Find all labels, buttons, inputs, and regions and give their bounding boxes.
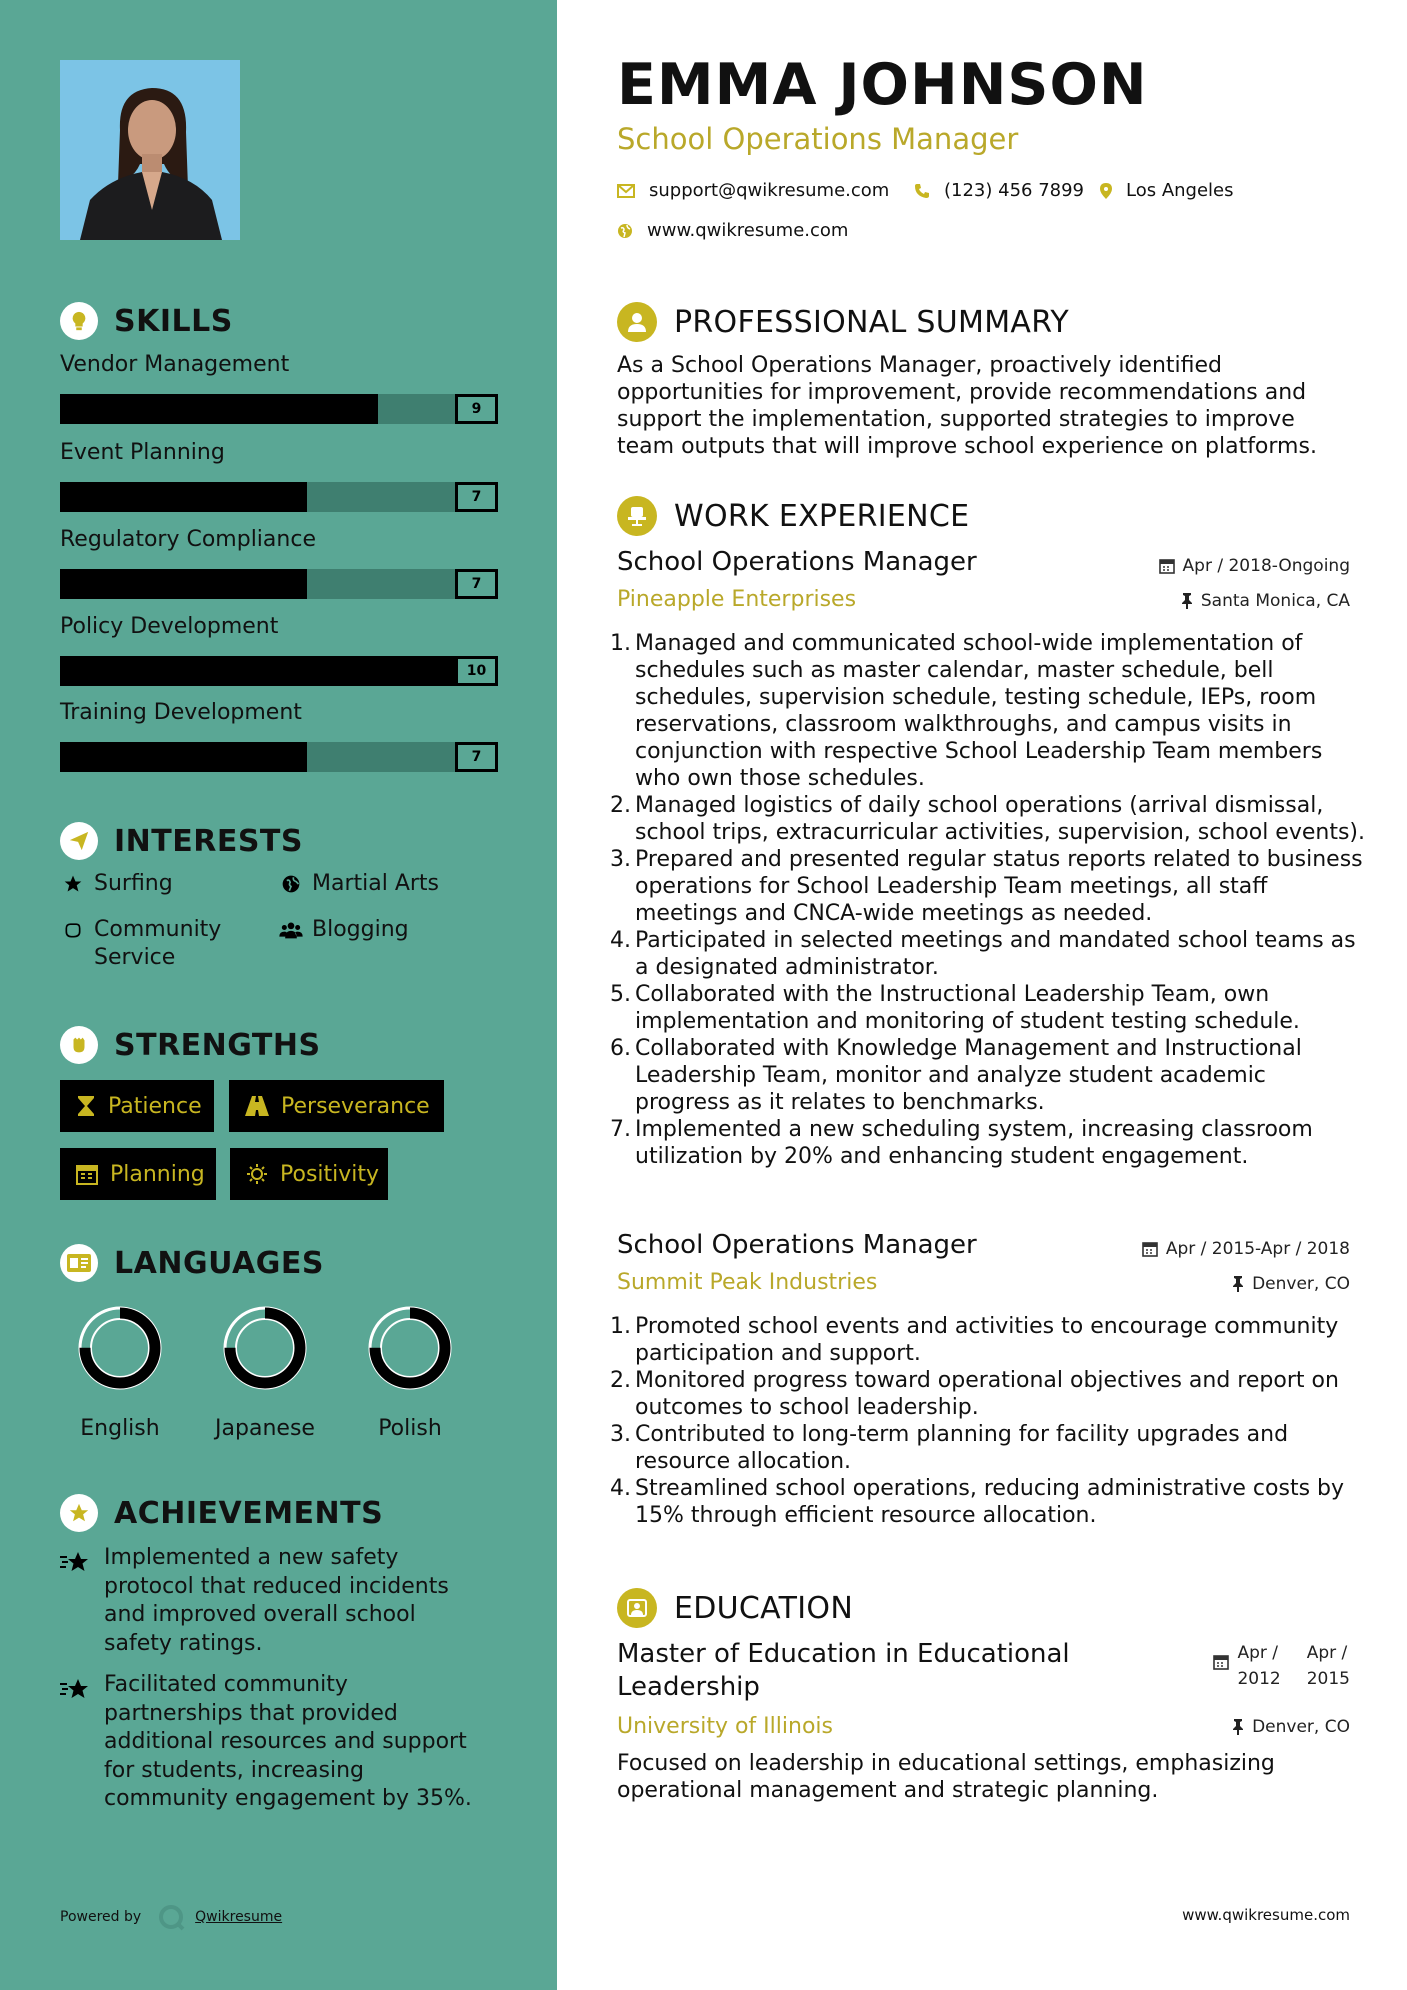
duty-item: 1. Promoted school events and activities to encourage community participation and support. [610, 1314, 1339, 1366]
duty-item: 5. Collaborated with the Instructional Leadership Team, own implementation and monitoring of student testing schedule. [610, 982, 1300, 1034]
language-item: Polish [340, 1298, 480, 1441]
skill-bar [60, 656, 498, 686]
job-company: Summit Peak Industries [617, 1270, 878, 1295]
hourglass-icon [76, 1095, 96, 1117]
duty-number: 1. [610, 631, 631, 656]
users-icon [278, 916, 304, 940]
road-icon [245, 1096, 269, 1116]
calendar-icon [76, 1163, 98, 1185]
fist-icon [60, 1026, 98, 1064]
strength-badge: Planning [60, 1148, 216, 1200]
summary-text: As a School Operations Manager, proactively identified opportunities for improvement, provide recommendations and support the implementation, supported strategies to improve team outputs that will improve school experience on platforms. [617, 353, 1317, 459]
skills-heading: SKILLS [60, 302, 233, 340]
interest-item: Community Service [60, 916, 260, 972]
award-star-icon [60, 1544, 104, 1658]
achievement-item: Facilitated community partnerships that provided additional resources and support for students, increasing community engagement by 35%. [60, 1671, 490, 1814]
skill-level-badge: 10 [455, 656, 498, 686]
job-duties-list [610, 1313, 1365, 1529]
duty-number: 3. [610, 847, 631, 872]
strength-badge: Positivity [230, 1148, 388, 1200]
skill-item [60, 700, 498, 772]
calendar-icon [1159, 558, 1175, 574]
job-duties-list [610, 630, 1366, 1170]
pin-icon [1181, 593, 1193, 609]
job-location: Santa Monica, CA [1181, 591, 1350, 611]
job-company: Pineapple Enterprises [617, 587, 857, 612]
skill-bar-fill [60, 482, 307, 512]
user-icon [617, 302, 657, 342]
duty-number: 3. [610, 1422, 631, 1447]
contact-location: Los Angeles [1100, 180, 1234, 201]
skill-item [60, 352, 498, 424]
language-ring [215, 1298, 315, 1398]
award-star-icon [60, 1671, 104, 1814]
achievements-heading: ACHIEVEMENTS [60, 1494, 383, 1532]
education-dates: Apr / 2012 Apr / 2015 [1213, 1640, 1350, 1692]
duty-item: 2. Managed logistics of daily school operations (arrival dismissal, school trips, extracurricular activities, supervision, school events). [610, 793, 1366, 845]
job-role: School Operations Manager [617, 547, 977, 577]
calendar-icon [1213, 1654, 1229, 1670]
skill-bar [60, 394, 498, 424]
candidate-title: School Operations Manager [617, 122, 1019, 156]
duty-number: 5. [610, 982, 631, 1007]
skill-level-badge: 7 [455, 569, 498, 599]
hand-icon [60, 916, 86, 940]
skill-item [60, 614, 498, 686]
duty-item: 3. Contributed to long-term planning for facility upgrades and resource allocation. [610, 1422, 1289, 1474]
duty-number: 6. [610, 1036, 631, 1061]
pin-icon [1232, 1276, 1244, 1292]
contact-email[interactable]: support@qwikresume.com [617, 180, 889, 201]
sun-icon [246, 1163, 268, 1185]
education-degree: Master of Education in Educational Leadership [617, 1639, 1070, 1702]
strength-badge: Patience [60, 1080, 214, 1132]
language-ring-fill [375, 1313, 445, 1383]
sidebar [0, 0, 557, 1990]
calendar-icon [1142, 1241, 1158, 1257]
job-dates: Apr / 2015-Apr / 2018 [1142, 1239, 1350, 1259]
duty-number: 4. [610, 1476, 631, 1501]
skill-bar-fill [60, 742, 307, 772]
contact-website[interactable]: www.qwikresume.com [617, 220, 848, 241]
lightbulb-icon [60, 302, 98, 340]
footer-website-link[interactable]: www.qwikresume.com [1182, 1906, 1350, 1924]
language-ring-fill [85, 1313, 155, 1383]
strengths-heading: STRENGTHS [60, 1026, 321, 1064]
education-heading: EDUCATION [617, 1588, 853, 1628]
duty-item: 6. Collaborated with Knowledge Management and Instructional Leadership Team, monitor and analyze student academic progress as it relates to benchmarks. [610, 1036, 1302, 1115]
job-location: Denver, CO [1232, 1274, 1350, 1294]
experience-heading: WORK EXPERIENCE [617, 496, 969, 536]
language-ring-inner [91, 1319, 149, 1377]
duty-item: 2. Monitored progress toward operational objectives and report on outcomes to school leadership. [610, 1368, 1339, 1420]
achievement-item: Implemented a new safety protocol that reduced incidents and improved overall school safety ratings. [60, 1544, 490, 1658]
education-location: Denver, CO [1232, 1717, 1350, 1737]
duty-number: 7. [610, 1117, 631, 1142]
job-dates: Apr / 2018-Ongoing [1159, 556, 1350, 576]
profile-photo [60, 60, 240, 240]
contact-phone[interactable]: (123) 456 7899 [914, 180, 1084, 201]
language-ring-inner [381, 1319, 439, 1377]
interests-heading: INTERESTS [60, 822, 303, 860]
duty-number: 2. [610, 1368, 631, 1393]
duty-item: 4. Streamlined school operations, reducing administrative costs by 15% through efficient resource allocation. [610, 1476, 1345, 1528]
pin-icon [1232, 1719, 1244, 1735]
duty-number: 4. [610, 928, 631, 953]
graduate-icon [617, 1588, 657, 1628]
skill-level-badge: 7 [455, 742, 498, 772]
paper-plane-icon [60, 822, 98, 860]
skill-bar-fill [60, 656, 498, 686]
map-pin-icon [1100, 183, 1112, 199]
language-card-icon [60, 1244, 98, 1282]
skill-label: Event Planning [60, 440, 225, 465]
language-ring [70, 1298, 170, 1398]
skill-bar [60, 482, 498, 512]
strength-badge: Perseverance [229, 1080, 444, 1132]
language-item: Japanese [195, 1298, 335, 1441]
duty-item: 3. Prepared and presented regular status reports related to business operations for School Leadership Team meetings, all staff meetings and CNCA-wide meetings as needed. [610, 847, 1363, 926]
star-icon [60, 870, 86, 894]
powered-by: Powered by Qwikresume [60, 1903, 282, 1931]
duty-item: 7. Implemented a new scheduling system, increasing classroom utilization by 20% and enhancing student engagement. [610, 1117, 1313, 1169]
language-item: English [50, 1298, 190, 1441]
skill-bar [60, 569, 498, 599]
job-role: School Operations Manager [617, 1230, 977, 1260]
skill-bar [60, 742, 498, 772]
education-description: Focused on leadership in educational settings, emphasizing operational management and strategic planning. [617, 1751, 1275, 1803]
skill-label: Training Development [60, 700, 302, 725]
duty-number: 1. [610, 1314, 631, 1339]
language-ring-inner [236, 1319, 294, 1377]
interest-item: Surfing [60, 870, 173, 898]
skill-item [60, 527, 498, 599]
duty-item: 1. Managed and communicated school-wide implementation of schedules such as master calendar, master schedule, bell schedules, supervision schedule, testing schedule, IEPs, room reservations, classroom walkthroughs, and campus visits in conjunction with respective School Leadership Team members who own those schedules. [610, 631, 1323, 791]
skill-bar-fill [60, 394, 378, 424]
language-ring-fill [230, 1313, 300, 1383]
education-school: University of Illinois [617, 1714, 833, 1739]
skill-label: Policy Development [60, 614, 279, 639]
star-badge-icon [60, 1494, 98, 1532]
globe-icon [278, 870, 304, 894]
skill-item [60, 440, 498, 512]
candidate-name: EMMA JOHNSON [617, 52, 1148, 118]
interest-item: Martial Arts [278, 870, 439, 898]
phone-icon [914, 183, 930, 199]
skill-bar-fill [60, 569, 307, 599]
skill-label: Vendor Management [60, 352, 290, 377]
language-ring [360, 1298, 460, 1398]
briefcase-chair-icon [617, 496, 657, 536]
skill-label: Regulatory Compliance [60, 527, 316, 552]
envelope-icon [617, 184, 635, 198]
qwikresume-logo-icon [157, 1903, 185, 1931]
summary-heading: PROFESSIONAL SUMMARY [617, 302, 1069, 342]
languages-heading: LANGUAGES [60, 1244, 324, 1282]
duty-number: 2. [610, 793, 631, 818]
qwikresume-link[interactable]: Qwikresume [195, 1909, 283, 1925]
skill-level-badge: 7 [455, 482, 498, 512]
globe-icon [617, 223, 633, 239]
interest-item: Blogging [278, 916, 409, 944]
duty-item: 4. Participated in selected meetings and mandated school teams as a designated administrator. [610, 928, 1356, 980]
skill-level-badge: 9 [455, 394, 498, 424]
